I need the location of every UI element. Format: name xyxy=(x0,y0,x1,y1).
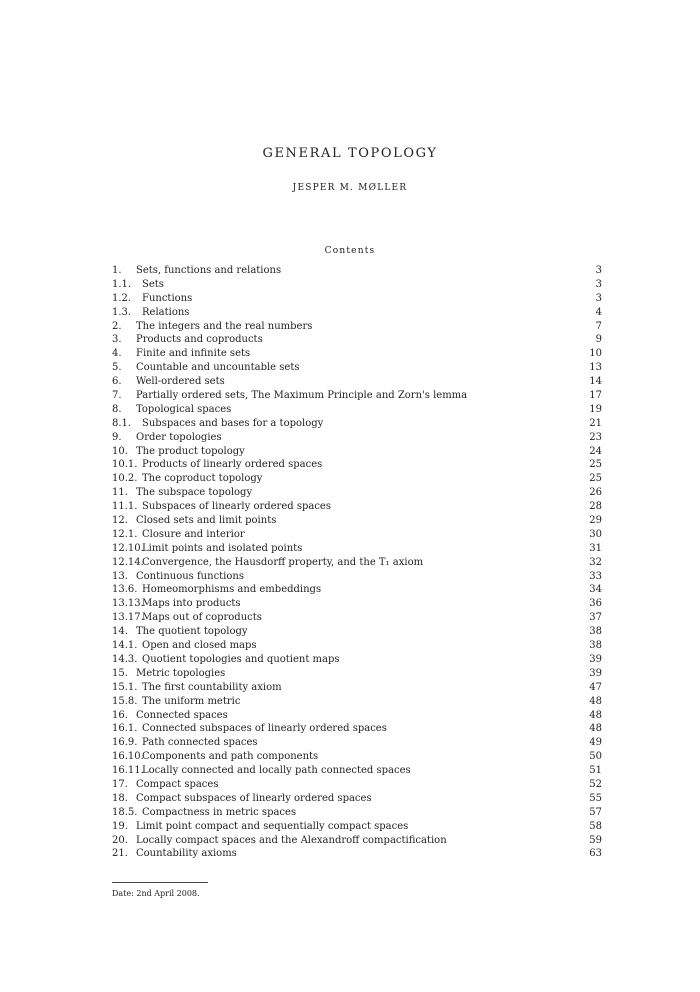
toc-entry-title: Connected subspaces of linearly ordered spaces xyxy=(142,723,387,735)
toc-entry-page: 39 xyxy=(589,667,602,679)
toc-entry xyxy=(112,792,602,806)
toc-entry xyxy=(112,500,602,514)
table-of-contents xyxy=(112,264,602,861)
toc-entry-number: 8. xyxy=(112,403,122,415)
toc-entry-number: 3. xyxy=(112,334,122,346)
toc-entry xyxy=(112,472,602,486)
toc-entry-page: 28 xyxy=(589,501,602,513)
toc-entry-number: 16.10. xyxy=(112,751,144,763)
toc-entry-title: Open and closed maps xyxy=(142,640,257,652)
toc-entry-page: 32 xyxy=(589,556,602,568)
toc-entry-page: 3 xyxy=(595,292,602,304)
toc-entry-number: 1.1. xyxy=(112,278,132,290)
toc-entry-title: The coproduct topology xyxy=(142,473,263,485)
toc-entry-title: The integers and the real numbers xyxy=(136,320,313,332)
toc-entry-page: 3 xyxy=(595,265,602,276)
toc-entry-number: 13.13. xyxy=(112,598,144,610)
toc-entry xyxy=(112,458,602,472)
toc-entry xyxy=(112,486,602,500)
toc-entry-title: Homeomorphisms and embeddings xyxy=(142,584,322,596)
toc-entry xyxy=(112,625,602,639)
toc-entry-page: 30 xyxy=(589,528,602,540)
toc-entry xyxy=(112,556,602,570)
toc-entry-page: 33 xyxy=(589,570,602,582)
toc-entry-title: Subspaces of linearly ordered spaces xyxy=(142,501,331,513)
toc-entry-title: The quotient topology xyxy=(136,626,248,638)
toc-entry-title: Metric topologies xyxy=(136,667,226,679)
toc-entry xyxy=(112,764,602,778)
toc-entry xyxy=(112,695,602,709)
toc-entry-page: 3 xyxy=(595,278,602,290)
toc-entry-title: Countability axioms xyxy=(136,848,237,860)
toc-entry-number: 16.11. xyxy=(112,765,144,777)
toc-entry xyxy=(112,292,602,306)
toc-entry xyxy=(112,667,602,681)
toc-entry-number: 14.1. xyxy=(112,640,138,652)
footnote-rule xyxy=(112,882,208,883)
toc-entry-number: 20. xyxy=(112,834,128,846)
toc-entry-page: 38 xyxy=(589,626,602,638)
toc-entry xyxy=(112,528,602,542)
toc-entry-page: 59 xyxy=(589,834,602,846)
toc-entry xyxy=(112,653,602,667)
toc-entry xyxy=(112,445,602,459)
toc-entry-title: Closed sets and limit points xyxy=(136,515,277,527)
toc-entry-page: 50 xyxy=(589,751,602,763)
toc-entry-title: Components and path components xyxy=(142,751,319,763)
toc-entry-number: 1.3. xyxy=(112,306,132,318)
toc-entry xyxy=(112,820,602,834)
toc-entry-title: Locally compact spaces and the Alexandroff compactification xyxy=(136,834,447,846)
toc-entry-title: Limit point compact and sequentially compact spaces xyxy=(136,820,409,832)
toc-entry-page: 48 xyxy=(589,695,602,707)
toc-entry-number: 2. xyxy=(112,320,122,332)
toc-entry-number: 5. xyxy=(112,362,122,374)
toc-entry-page: 19 xyxy=(589,403,602,415)
toc-entry-page: 25 xyxy=(589,459,602,471)
toc-entry-page: 34 xyxy=(589,584,602,596)
toc-entry-number: 19. xyxy=(112,820,128,832)
toc-entry xyxy=(112,611,602,625)
toc-entry-number: 8.1. xyxy=(112,417,132,429)
toc-entry-page: 23 xyxy=(589,431,602,443)
toc-entry-page: 24 xyxy=(589,445,602,457)
toc-entry-number: 11.1. xyxy=(112,501,138,513)
toc-entry-title: Products and coproducts xyxy=(136,334,263,346)
toc-entry-number: 21. xyxy=(112,848,128,860)
contents-heading: Contents xyxy=(324,246,376,256)
toc-entry-page: 58 xyxy=(589,820,602,832)
toc-entry-page: 47 xyxy=(589,681,602,693)
toc-entry xyxy=(112,403,602,417)
toc-entry-page: 38 xyxy=(589,640,602,652)
toc-entry-title: Closure and interior xyxy=(142,528,245,540)
toc-entry-number: 13.6. xyxy=(112,584,138,596)
toc-entry-title: Products of linearly ordered spaces xyxy=(142,459,323,471)
toc-entry-title: Locally connected and locally path connected spaces xyxy=(142,765,411,777)
toc-entry-number: 12.1. xyxy=(112,528,138,540)
toc-entry-page: 17 xyxy=(589,390,602,402)
toc-entry-title: Sets xyxy=(142,278,164,290)
toc-entry xyxy=(112,389,602,403)
toc-entry-number: 11. xyxy=(112,487,128,499)
toc-entry xyxy=(112,278,602,292)
document-title: GENERAL TOPOLOGY xyxy=(262,146,438,161)
toc-entry-title: Maps out of coproducts xyxy=(142,612,262,624)
toc-entry xyxy=(112,722,602,736)
toc-entry xyxy=(112,306,602,320)
toc-entry-title: Countable and uncountable sets xyxy=(136,362,300,374)
toc-entry xyxy=(112,514,602,528)
toc-entry-page: 36 xyxy=(589,598,602,610)
toc-entry-title: Connected spaces xyxy=(136,709,228,721)
toc-entry-number: 15.8. xyxy=(112,695,138,707)
toc-entry xyxy=(112,333,602,347)
toc-entry-page: 57 xyxy=(589,806,602,818)
toc-entry-number: 9. xyxy=(112,431,122,443)
toc-entry-number: 12.14. xyxy=(112,556,144,568)
toc-entry-number: 12.10. xyxy=(112,542,144,554)
toc-entry-title: Order topologies xyxy=(136,431,222,443)
toc-entry-page: 39 xyxy=(589,653,602,665)
toc-entry-page: 21 xyxy=(589,417,602,429)
toc-entry-number: 1. xyxy=(112,265,122,276)
author-name: JESPER M. MØLLER xyxy=(292,183,408,193)
toc-entry-number: 13.17. xyxy=(112,612,144,624)
toc-entry-title: The first countability axiom xyxy=(142,681,282,693)
toc-entry-title: Well-ordered sets xyxy=(136,376,225,388)
toc-entry-title: Functions xyxy=(142,292,193,304)
toc-entry-number: 17. xyxy=(112,778,128,790)
toc-entry-number: 14. xyxy=(112,626,128,638)
toc-entry-page: 48 xyxy=(589,723,602,735)
toc-entry-title: The subspace topology xyxy=(136,487,253,499)
toc-entry-number: 10.2. xyxy=(112,473,138,485)
toc-entry-number: 6. xyxy=(112,376,122,388)
toc-entry-number: 13. xyxy=(112,570,128,582)
toc-entry xyxy=(112,417,602,431)
toc-entry-number: 16.9. xyxy=(112,737,138,749)
toc-entry xyxy=(112,570,602,584)
toc-entry-page: 7 xyxy=(595,320,602,332)
toc-entry-number: 16.1. xyxy=(112,723,138,735)
toc-entry-page: 48 xyxy=(589,709,602,721)
toc-entry-title: Compact spaces xyxy=(136,778,219,790)
toc-entry xyxy=(112,736,602,750)
toc-entry xyxy=(112,320,602,334)
toc-entry-page: 31 xyxy=(589,542,602,554)
toc-entry-number: 7. xyxy=(112,390,122,402)
toc-entry-number: 4. xyxy=(112,348,122,360)
toc-entry-page: 4 xyxy=(595,306,602,318)
toc-entry-title: Maps into products xyxy=(142,598,241,610)
toc-entry-page: 9 xyxy=(595,334,602,346)
toc-entry-page: 49 xyxy=(589,737,602,749)
toc-entry-number: 14.3. xyxy=(112,653,138,665)
toc-entry-page: 14 xyxy=(589,376,602,388)
toc-entry-title: Sets, functions and relations xyxy=(136,265,282,276)
toc-entry-page: 37 xyxy=(589,612,602,624)
toc-entry-page: 13 xyxy=(589,362,602,374)
toc-entry xyxy=(112,834,602,848)
toc-entry xyxy=(112,709,602,723)
toc-entry-title: Topological spaces xyxy=(136,403,232,415)
toc-entry xyxy=(112,597,602,611)
toc-entry-title: Relations xyxy=(142,306,190,318)
toc-entry xyxy=(112,639,602,653)
toc-entry xyxy=(112,806,602,820)
toc-entry-title: Compact subspaces of linearly ordered spaces xyxy=(136,792,372,804)
toc-entry-page: 10 xyxy=(589,348,602,360)
toc-entry-title: Convergence, the Hausdorff property, and the T₁ axiom xyxy=(142,556,424,568)
toc-entry xyxy=(112,361,602,375)
toc-entry-title: Limit points and isolated points xyxy=(142,542,303,554)
toc-entry xyxy=(112,347,602,361)
toc-entry-title: Partially ordered sets, The Maximum Principle and Zorn's lemma xyxy=(136,390,468,402)
toc-entry-number: 18.5. xyxy=(112,806,138,818)
toc-entry-page: 55 xyxy=(589,792,602,804)
toc-entry-number: 1.2. xyxy=(112,292,132,304)
toc-entry-number: 12. xyxy=(112,515,128,527)
toc-entry-title: Continuous functions xyxy=(136,570,244,582)
toc-entry xyxy=(112,847,602,861)
toc-entry-page: 51 xyxy=(589,765,602,777)
toc-entry-number: 18. xyxy=(112,792,128,804)
footnote-date: Date: 2nd April 2008. xyxy=(112,889,200,898)
toc-entry-page: 26 xyxy=(589,487,602,499)
toc-entry-number: 15.1. xyxy=(112,681,138,693)
toc-entry xyxy=(112,778,602,792)
toc-entry-title: Finite and infinite sets xyxy=(136,348,251,360)
toc-entry-title: Subspaces and bases for a topology xyxy=(142,417,324,429)
toc-entry-number: 16. xyxy=(112,709,128,721)
toc-entry xyxy=(112,375,602,389)
toc-entry xyxy=(112,431,602,445)
toc-entry-number: 10. xyxy=(112,445,128,457)
toc-entry-page: 63 xyxy=(589,848,602,860)
toc-entry-title: The uniform metric xyxy=(142,695,241,707)
toc-entry-page: 29 xyxy=(589,515,602,527)
toc-entry-title: Quotient topologies and quotient maps xyxy=(142,653,340,665)
toc-entry-page: 25 xyxy=(589,473,602,485)
toc-entry-number: 10.1. xyxy=(112,459,138,471)
toc-entry xyxy=(112,264,602,278)
toc-entry xyxy=(112,583,602,597)
toc-entry-title: The product topology xyxy=(136,445,245,457)
toc-entry xyxy=(112,681,602,695)
toc-entry xyxy=(112,542,602,556)
toc-entry-title: Path connected spaces xyxy=(142,737,258,749)
toc-entry xyxy=(112,750,602,764)
toc-entry-title: Compactness in metric spaces xyxy=(142,806,297,818)
toc-entry-number: 15. xyxy=(112,667,128,679)
toc-entry-page: 52 xyxy=(589,778,602,790)
